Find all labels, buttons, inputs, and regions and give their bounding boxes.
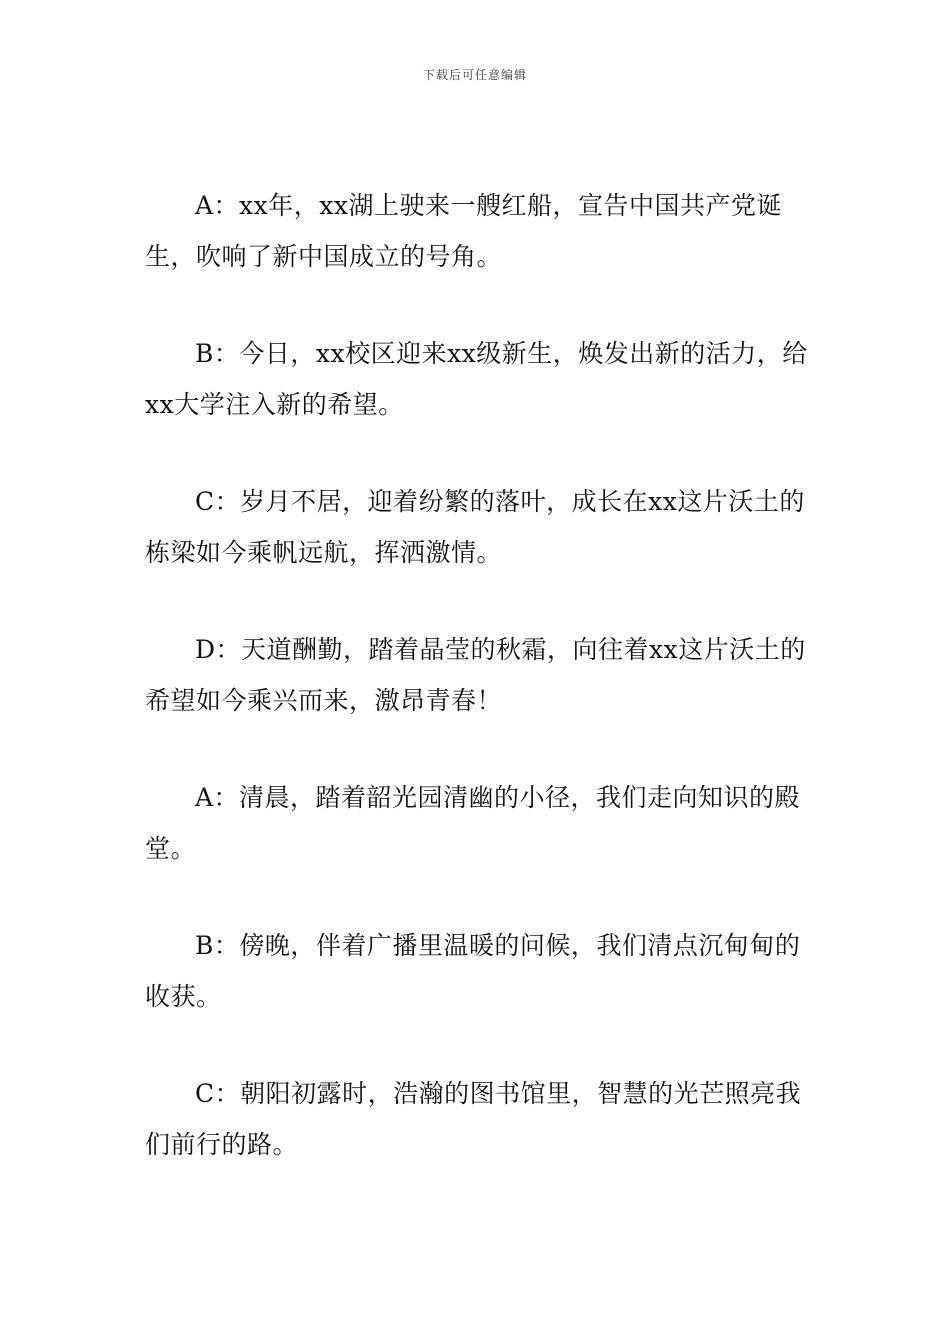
- paragraph-2: B：今日，xx校区迎来xx级新生，焕发出新的活力，给xx大学注入新的希望。: [145, 339, 808, 419]
- page-header: 下载后可任意编辑: [422, 68, 527, 82]
- paragraph-1: A：xx年，xx湖上驶来一艘红船，宣告中国共产党诞生，吹响了新中国成立的号角。: [145, 191, 782, 271]
- paragraph-4: D：天道酬勤，踏着晶莹的秋霜，向往着xx这片沃土的希望如今乘兴而来，激昂青春！: [145, 635, 806, 715]
- paragraph-7: C：朝阳初露时，浩瀚的图书馆里，智慧的光芒照亮我们前行的路。: [145, 1079, 802, 1159]
- paragraph-5: A：清晨，踏着韶光园清幽的小径，我们走向知识的殿堂。: [145, 783, 801, 863]
- paragraph-3: C：岁月不居，迎着纷繁的落叶，成长在xx这片沃土的栋梁如今乘帆远航，挥洒激情。: [145, 487, 805, 567]
- paragraph-6: B：傍晚，伴着广播里温暖的问候，我们清点沉甸甸的收获。: [145, 931, 801, 1011]
- document-body: [145, 180, 810, 1216]
